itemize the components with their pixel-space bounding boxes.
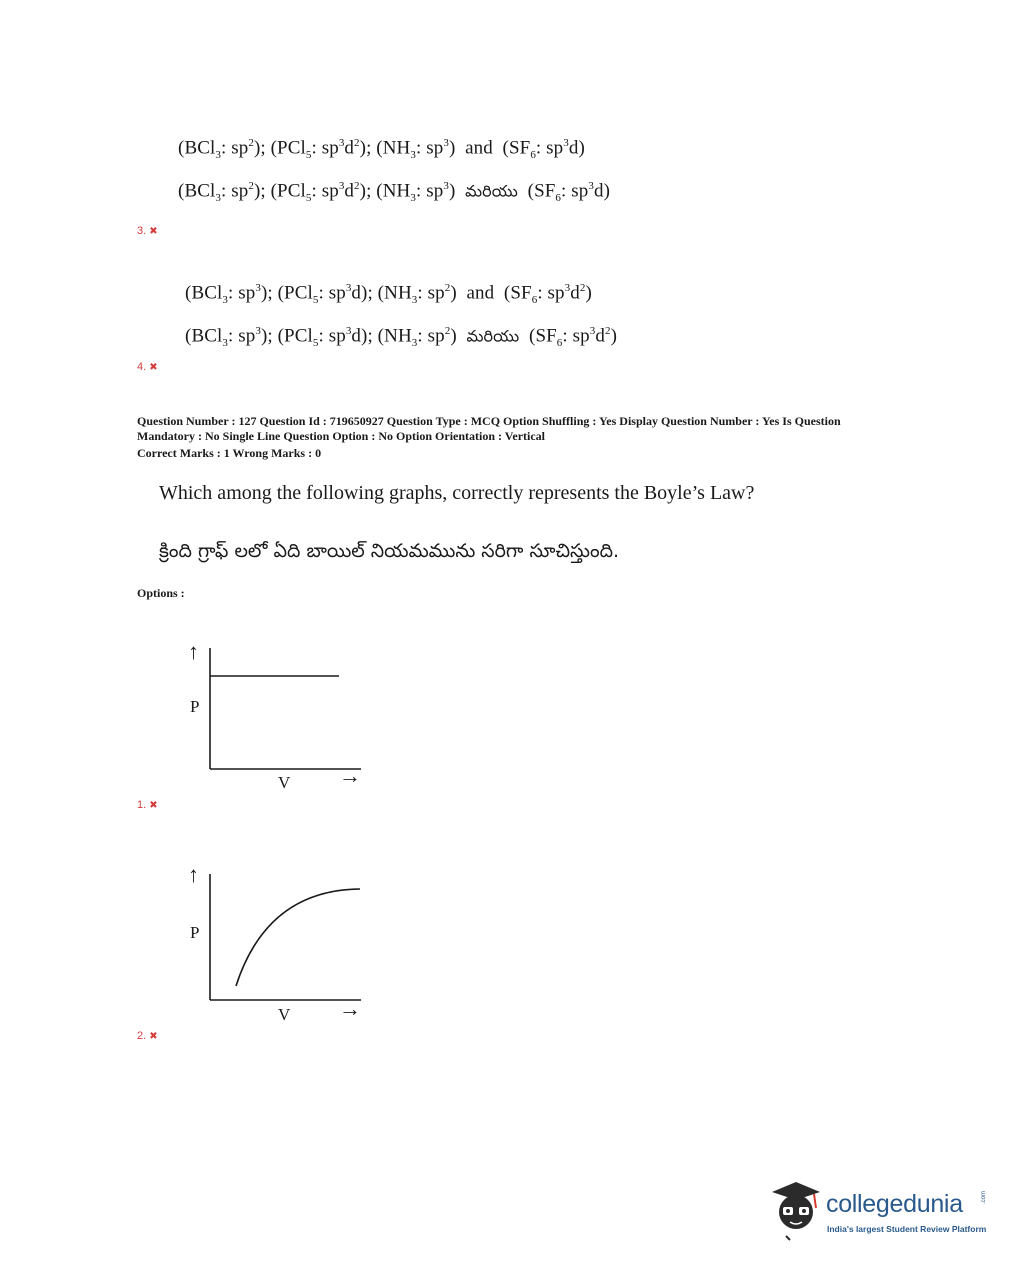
x-axis-label: V [278,773,291,792]
option-4-telugu: (BCl$_3$: $sp^3$); (PCl$_5$: $sp^3d$); ($NH_3$: $sp^2$) మరియు ($SF_6$: $sp^3d^2$) [185,325,618,350]
graph-option-1 [175,635,375,795]
option-4-english: (BCl$_3$: $sp^3$); (PCl$_5$: $sp^3d$); ($NH_3$: $sp^2$) and ($SF_6$: $sp^3d^2$) [185,282,592,307]
option-3-telugu: (BCl$_3$: $sp^2$); (PCl$_5$: $sp^3d^2$); ($NH_3$: $sp^3$) మరియు ($SF_6$: $sp^3d$) [178,180,611,205]
graph-plot-2 [175,862,375,1027]
question-text-english: Which among the following graphs, correctly represents the Boyle’s Law? [159,482,755,504]
y-axis-label: P [190,923,200,942]
x-axis-label: V [278,1005,291,1024]
right-arrow-icon: → [339,996,361,1021]
y-axis-label: P [190,697,200,716]
graph-option-1-number: 1. ✖ [137,799,158,811]
question-text-telugu: క్రింది గ్రాఫ్ లలో ఏది బాయిల్ నియమమును సరిగా సూచిస్తుంది. [159,540,620,562]
options-label: Options : [137,586,185,600]
curve-rising [236,889,360,986]
question-meta-line-3: Correct Marks : 1 Wrong Marks : 0 [137,446,322,460]
mascot-icon [768,1178,826,1244]
graph-plot-1 [175,635,375,795]
wrong-mark-icon: ✖ [149,800,158,811]
wrong-mark-icon: ✖ [149,226,158,237]
collegedunia-logo[interactable] [768,1176,998,1246]
graph-option-2-number: 2. ✖ [137,1030,158,1042]
logo-wordmark: collegedunia [826,1190,963,1218]
up-arrow-icon: ↑ [188,639,199,664]
wrong-mark-icon: ✖ [149,362,158,373]
right-arrow-icon: → [339,763,361,788]
question-meta-line-1: Question Number : 127 Question Id : 719650927 Question Type : MCQ Option Shuffling : Yes Display Question Number : Yes Is Question [137,414,841,428]
wrong-mark-icon: ✖ [149,1031,158,1042]
option-3-number: 3. ✖ [137,225,158,237]
logo-suffix: .com [981,1190,987,1204]
up-arrow-icon: ↑ [188,862,199,887]
option-4-number: 4. ✖ [137,361,158,373]
question-meta-line-2: Mandatory : No Single Line Question Option : No Option Orientation : Vertical [137,429,546,443]
question-meta [137,414,841,461]
logo-tagline: India's largest Student Review Platform [827,1224,987,1234]
graph-option-2 [175,862,375,1027]
option-3-english: (BCl$_3$: $sp^2$); (PCl$_5$: $sp^3d^2$); ($NH_3$: $sp^3$) and ($SF_6$: $sp^3d$) [178,137,585,162]
